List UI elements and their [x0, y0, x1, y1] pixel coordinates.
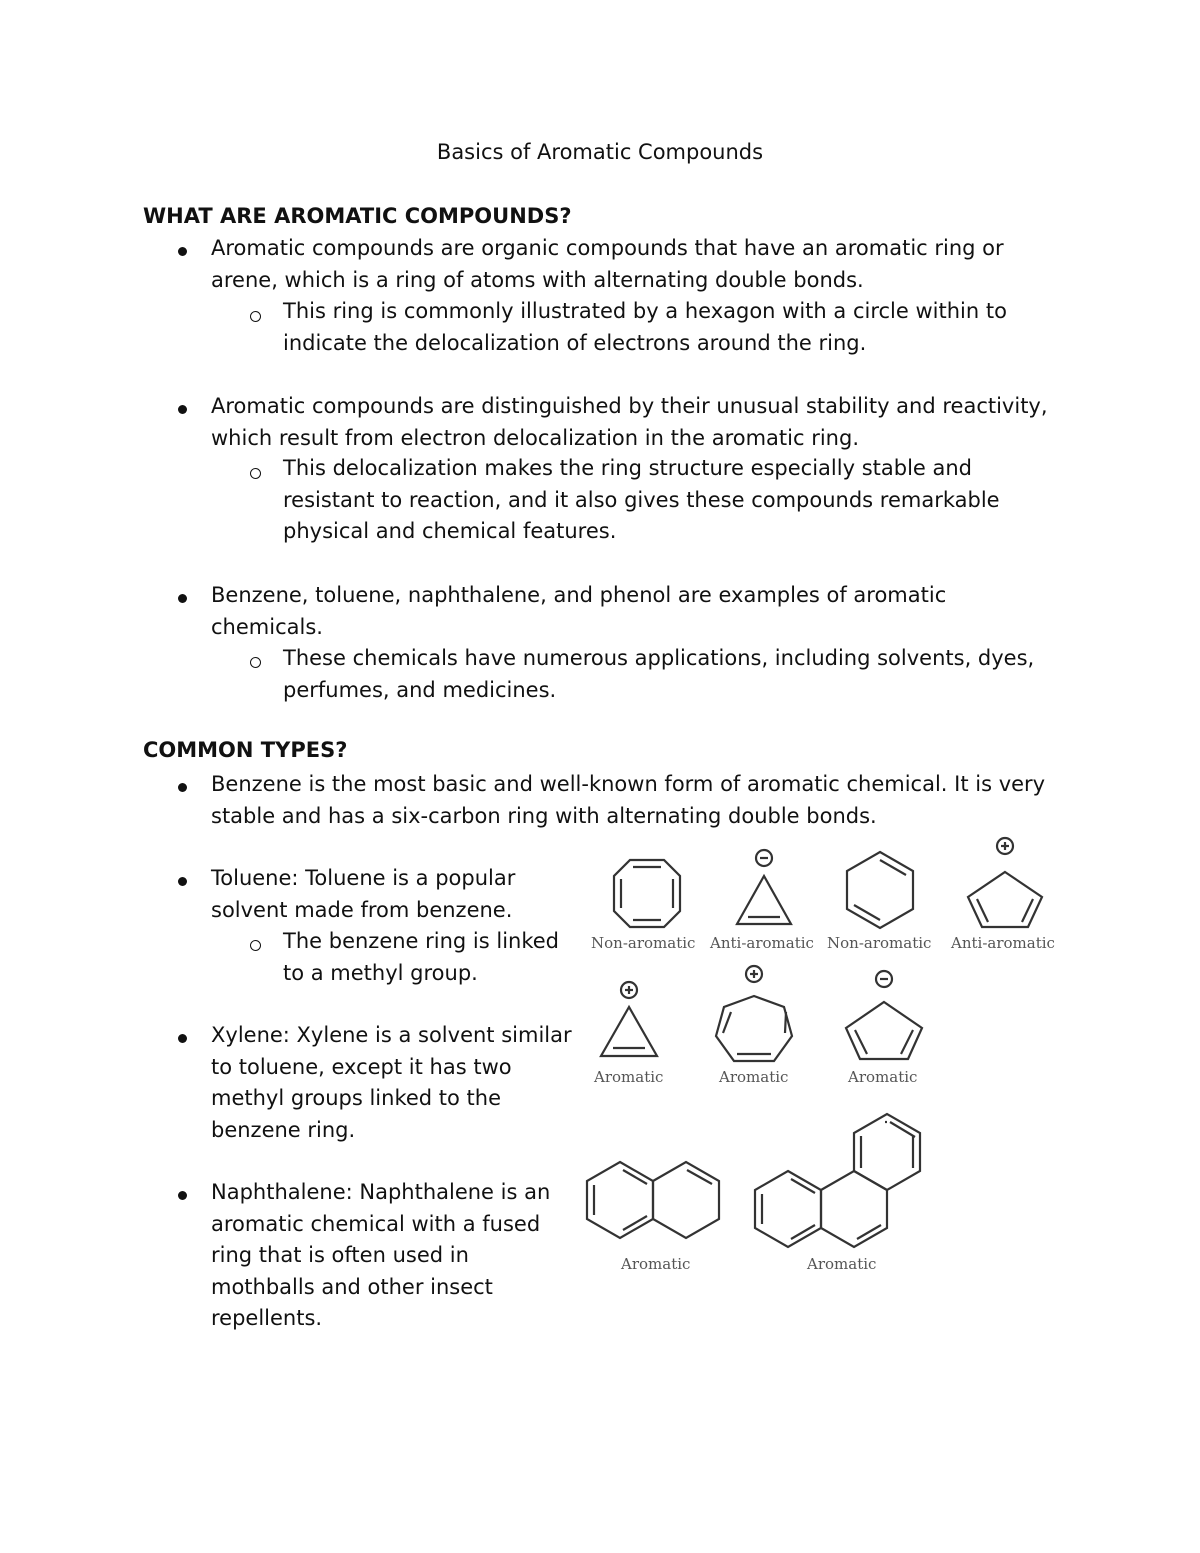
sub-bullet-text: These chemicals have numerous applications, including solvents, dyes, perfumes, and medicines.: [283, 646, 1035, 702]
figure-label: Aromatic: [594, 1068, 664, 1086]
bullet-icon: [178, 774, 192, 788]
aromaticity-figure: [585, 832, 1065, 1282]
fused-bicyclic-structure: [587, 1162, 719, 1238]
bullet-text: Benzene, toluene, naphthalene, and phenol are examples of aromatic chemicals.: [211, 583, 947, 639]
bullet-text: Xylene: Xylene is a solvent similar to toluene, except it has two methyl groups linked to the benzene ring.: [211, 1023, 572, 1142]
cyclopropenyl-cation-structure: [601, 982, 657, 1056]
figure-label: Aromatic: [848, 1068, 918, 1086]
bullet-icon: [178, 1182, 192, 1196]
tropylium-cation-structure: [716, 966, 792, 1061]
bullet-icon: [178, 868, 192, 882]
sub-bullet-icon: [250, 302, 264, 316]
figure-label: Anti-aromatic: [710, 934, 814, 952]
figure-label: Aromatic: [807, 1255, 877, 1273]
figure-label: Non-aromatic: [591, 934, 696, 952]
bullet-text: Toluene: Toluene is a popular solvent made from benzene.: [211, 866, 516, 922]
figure-label: Aromatic: [621, 1255, 691, 1273]
section-heading-what-are: WHAT ARE AROMATIC COMPOUNDS?: [143, 204, 572, 228]
section-heading-common-types: COMMON TYPES?: [143, 738, 348, 762]
sub-bullet-icon: [250, 931, 264, 945]
sub-bullet-icon: [250, 648, 264, 662]
figure-label: Anti-aromatic: [951, 934, 1055, 952]
bullet-icon: [178, 396, 192, 410]
sub-bullet-text: This ring is commonly illustrated by a hexagon with a circle within to indicate the delocalization of electrons around the ring.: [283, 299, 1007, 355]
bullet-text: Aromatic compounds are distinguished by their unusual stability and reactivity, which result from electron delocalization in the aromatic ring.: [211, 394, 1048, 450]
bullet-text: Benzene is the most basic and well-known form of aromatic chemical. It is very stable and has a six-carbon ring with alternating double bonds.: [211, 772, 1046, 828]
cyclopropenyl-anion-structure: [737, 850, 791, 924]
sub-bullet-icon: [250, 459, 264, 473]
figure-label: Aromatic: [719, 1068, 789, 1086]
cyclooctatetraene-structure: [614, 860, 680, 927]
bullet-text: Aromatic compounds are organic compounds that have an aromatic ring or arene, which is a ring of atoms with alternating double bonds.: [211, 236, 1004, 292]
sub-bullet-text: This delocalization makes the ring structure especially stable and resistant to reaction, and it also gives these compounds remarkable physical and chemical features.: [283, 456, 1000, 543]
cyclopentadienyl-cation-structure: [968, 838, 1042, 927]
bullet-icon: [178, 1025, 192, 1039]
bullet-icon: [178, 585, 192, 599]
document-title: Basics of Aromatic Compounds: [436, 140, 764, 164]
sub-bullet-text: The benzene ring is linked to a methyl group.: [283, 929, 560, 985]
cyclopentadienyl-anion-structure: [846, 971, 922, 1059]
aromaticity-diagram: [585, 832, 1065, 1282]
bullet-text: Naphthalene: Naphthalene is an aromatic chemical with a fused ring that is often used in mothballs and other insect repellents.: [211, 1180, 551, 1330]
phenanthrene-structure: [755, 1114, 920, 1247]
figure-label: Non-aromatic: [827, 934, 932, 952]
bullet-icon: [178, 238, 192, 252]
cyclohexadiene-structure: [847, 852, 913, 928]
